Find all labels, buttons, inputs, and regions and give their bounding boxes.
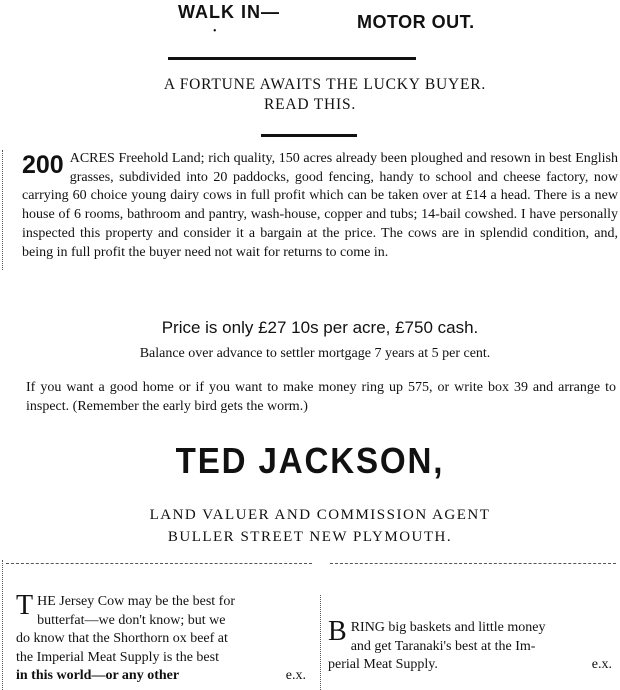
rule-top [168, 57, 416, 60]
divider-right [330, 563, 616, 565]
notice-line: perial Meat Supply. [328, 657, 438, 673]
notice-line: the Imperial Meat Supply is the best [16, 649, 219, 665]
notice-last-line [16, 667, 316, 686]
header-walk-in: WALK IN— [178, 2, 280, 22]
notice-sign: e.x. [285, 668, 306, 684]
property-description [22, 150, 618, 262]
dropcap-t: T [16, 590, 34, 621]
notice-last-line [328, 656, 618, 675]
notice-line: in this world—or any other [16, 668, 180, 684]
notice-line: do know that the Shorthorn ox beef at [16, 631, 228, 647]
ornament-mark: • [213, 26, 217, 37]
description-text: ACRES Freehold Land; rich quality, 150 acres already been ploughed and resown in best English grasses, subdivided into 20 paddocks, good fencing, handy to school and cheese factory, now carrying 60 choice young dairy cows in full profit which can be taken over at £14 a head. There is a new house of 6 rooms, bathroom and pantry, wash-house, copper and tubs; 14-bail cowshed. I have personally inspected this property and consider it a bargain at the price. The cows are in splendid condition, and, being in full profit the buyer need not wait for returns to come in. [22, 151, 618, 260]
contact-text: If you want a good home or if you want to make money ring up 575, or write box 39 and arrange to inspect. (Remember the early bird gets the worm.) [26, 380, 616, 414]
notice-sign: e.x. [591, 657, 612, 673]
agent-name: TED JACKSON, [175, 440, 445, 481]
agent-address: BULLER STREET NEW PLYMOUTH. [167, 529, 453, 545]
notice-line: RING big baskets and little money [350, 620, 546, 635]
acreage-number: 200 [22, 151, 64, 179]
ad-subheading: READ THIS. [263, 96, 357, 113]
big-baskets-notice [328, 616, 618, 675]
notice-line: butterfat—we don't know; but we [37, 612, 226, 628]
divider-left [6, 563, 312, 565]
rule-middle [261, 134, 357, 137]
price-line: Price is only £27 10s per acre, £750 cash. [161, 318, 479, 337]
notice-line: HE Jersey Cow may be the best for [37, 594, 236, 609]
dropcap-b: B [328, 616, 347, 647]
notice-line: and get Taranaki's best at the Im- [350, 638, 536, 654]
balance-line: Balance over advance to settler mortgage 7 years at 5 per cent. [139, 346, 491, 361]
header-motor-out: MOTOR OUT. [357, 12, 475, 32]
agent-title: LAND VALUER AND COMMISSION AGENT [149, 507, 491, 523]
ad-heading: A FORTUNE AWAITS THE LUCKY BUYER. [163, 76, 487, 93]
column-rule-middle [320, 595, 321, 690]
column-rule-lower [2, 560, 3, 690]
column-rule-upper [2, 150, 3, 270]
jersey-cow-notice [16, 590, 316, 686]
